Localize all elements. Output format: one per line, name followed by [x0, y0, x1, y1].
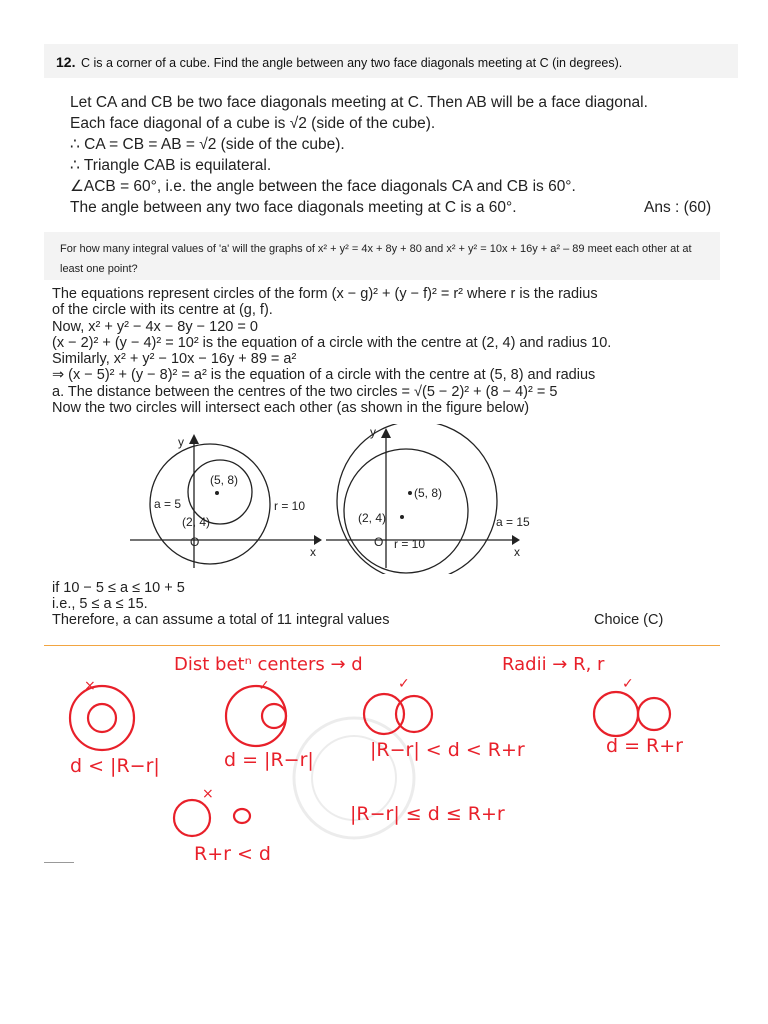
center-point — [215, 491, 219, 495]
solution-3-final-line — [52, 612, 672, 628]
solution-2-line: ⇒ (x − 5)² + (y − 8)² = a² is the equation of a circle with the centre at (5, 8) and radius — [52, 367, 596, 384]
answer-label: Ans : (60) — [644, 199, 712, 216]
solution-2-line: (x − 2)² + (y − 4)² = 10² is the equation of a circle with the centre at (2, 4) and radius 10. — [52, 334, 612, 351]
solution-3-line: i.e., 5 ≤ a ≤ 15. — [52, 596, 148, 612]
circle-b-icon — [234, 809, 250, 823]
radius-a-label: a = 15 — [496, 515, 530, 529]
case-1-condition: d < |R−r| — [70, 755, 160, 777]
case-4-mark: ✓ — [622, 676, 634, 692]
solution-1-line: ∴ CA = CB = AB = √2 (side of the cube). — [70, 136, 345, 153]
case-5-mark: × — [202, 786, 214, 802]
circle-a-icon — [174, 800, 210, 836]
notes-heading-distance: Dist betⁿ centers → d — [174, 654, 363, 675]
solution-1-conclusion: The angle between any two face diagonals meeting at C is a 60°. — [70, 199, 517, 216]
case-2-condition: d = |R−r| — [224, 749, 314, 771]
notes-heading-radii: Radii → R, r — [502, 654, 605, 675]
notes-summary: |R−r| ≤ d ≤ R+r — [350, 803, 505, 825]
solution-1 — [70, 92, 712, 218]
solution-1-line: Let CA and CB be two face diagonals meeting at C. Then AB will be a face diagonal. — [70, 94, 648, 111]
case-2-mark: ✓ — [258, 678, 270, 694]
x-axis-arrow-icon — [512, 535, 520, 545]
origin-label: O — [374, 535, 384, 549]
circle-a-icon — [594, 692, 638, 736]
solution-2-line: Now the two circles will intersect each other (as shown in the figure below) — [52, 400, 530, 417]
solution-3-line: if 10 − 5 ≤ a ≤ 10 + 5 — [52, 580, 185, 596]
center-label-small: (2, 4) — [358, 511, 387, 525]
y-axis-arrow-icon — [189, 434, 199, 444]
radius-r-label: r = 10 — [394, 537, 426, 551]
center-label-small: (5, 8) — [210, 473, 239, 487]
case-1-mark: × — [84, 678, 96, 694]
solution-1-line: Each face diagonal of a cube is √2 (side of the cube). — [70, 115, 436, 132]
solution-3-conclusion: Therefore, a can assume a total of 11 integral values — [52, 612, 390, 628]
radius-a-label: a = 5 — [154, 497, 182, 511]
solution-3 — [52, 580, 672, 628]
notes-case-4 — [594, 692, 670, 736]
solution-2 — [52, 286, 611, 416]
solution-2-line: of the circle with its centre at (g, f). — [52, 302, 273, 319]
bottom-rule — [44, 862, 74, 863]
figure-left — [130, 434, 322, 568]
notes-case-5 — [174, 800, 250, 836]
notes-case-2 — [226, 686, 286, 746]
question-1-text: C is a corner of a cube. Find the angle between any two face diagonals meeting at C (in degrees). — [80, 56, 623, 70]
solution-1-final-line — [70, 197, 712, 218]
solution-1-line: ∴ Triangle CAB is equilateral. — [70, 157, 272, 174]
figure-right — [326, 424, 530, 574]
section-divider — [44, 645, 720, 646]
center-label-big: (2, 4) — [182, 515, 211, 529]
solution-2-line: The equations represent circles of the form (x − g)² + (y − f)² = r² where r is the radius — [52, 286, 598, 302]
outer-circle-icon — [70, 686, 134, 750]
handwritten-notes — [44, 648, 720, 860]
case-4-condition: d = R+r — [606, 735, 683, 757]
center-point — [400, 515, 404, 519]
question-2-banner — [44, 232, 720, 280]
solution-1-line: ∠ACB = 60°, i.e. the angle between the face diagonals CA and CB is 60°. — [70, 178, 576, 195]
inner-circle-icon — [262, 704, 286, 728]
center-point — [408, 491, 412, 495]
circle-b-icon — [396, 696, 432, 732]
inner-circle-icon — [88, 704, 116, 732]
x-axis-arrow-icon — [314, 535, 322, 545]
x-axis-label: x — [310, 545, 316, 559]
question-1-banner — [44, 44, 738, 78]
radius-r-label: r = 10 — [274, 499, 306, 513]
circle-b-icon — [638, 698, 670, 730]
notes-case-1 — [70, 686, 134, 750]
y-axis-label: y — [178, 435, 184, 449]
circle-a-icon — [364, 694, 404, 734]
notes-case-3 — [364, 694, 432, 734]
x-axis-label: x — [514, 545, 520, 559]
case-5-condition: R+r < d — [194, 843, 271, 860]
solution-2-line: Now, x² + y² − 4x − 8y − 120 = 0 — [52, 318, 258, 335]
solution-2-line: Similarly, x² + y² − 10x − 16y + 89 = a² — [52, 351, 297, 368]
question-number: 12. — [56, 54, 76, 70]
question-2-text: For how many integral values of 'a' will the graphs of x² + y² = 4x + 8y + 80 and x² + y² = 10x + 16y + a² – 89 meet each other at at least one point? — [60, 243, 692, 275]
solution-2-line: a. The distance between the centres of the two circles = √(5 − 2)² + (8 − 4)² = 5 — [52, 383, 558, 400]
origin-label: O — [190, 535, 200, 549]
case-3-condition: |R−r| < d < R+r — [370, 739, 525, 761]
case-3-mark: ✓ — [398, 676, 410, 692]
circles-figure — [130, 424, 550, 574]
outer-circle-icon — [226, 686, 286, 746]
choice-label: Choice (C) — [594, 612, 664, 628]
center-label-big: (5, 8) — [414, 486, 443, 500]
y-axis-label: y — [370, 425, 376, 439]
